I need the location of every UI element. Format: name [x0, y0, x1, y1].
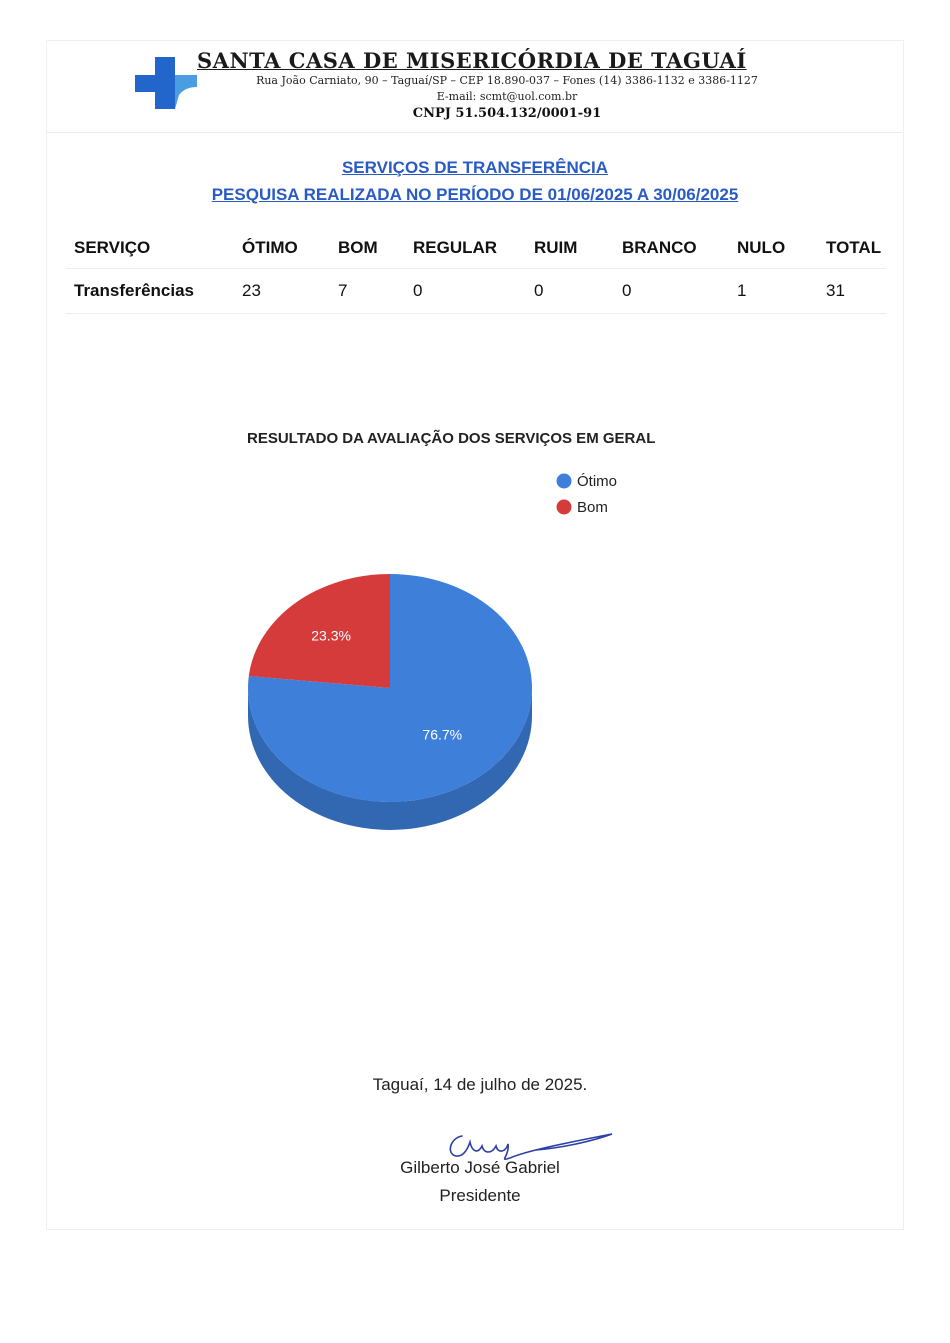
- pie-chart: [230, 460, 650, 860]
- table-cell: 7: [330, 269, 405, 314]
- column-header: NULO: [729, 228, 818, 269]
- table-header-row: [66, 228, 886, 269]
- results-table: [66, 228, 886, 314]
- column-header: ÓTIMO: [234, 228, 330, 269]
- column-header: SERVIÇO: [66, 228, 234, 269]
- table-cell: 0: [405, 269, 526, 314]
- place-and-date: Taguaí, 14 de julho de 2025.: [372, 1075, 588, 1094]
- legend-swatch-ótimo: [557, 474, 572, 489]
- column-header: TOTAL: [818, 228, 886, 269]
- legend-label-bom: Bom: [577, 499, 608, 516]
- column-header: BOM: [330, 228, 405, 269]
- column-header: REGULAR: [405, 228, 526, 269]
- organization-name: SANTA CASA DE MISERICÓRDIA DE TAGUAÍ: [197, 48, 747, 73]
- organization-email: E-mail: scmt@uol.com.br: [436, 90, 578, 103]
- document-title: SERVIÇOS DE TRANSFERÊNCIA: [341, 158, 609, 177]
- table-row: [66, 269, 886, 314]
- organization-cnpj: CNPJ 51.504.132/0001-91: [412, 106, 602, 121]
- signer-name: Gilberto José Gabriel: [400, 1158, 560, 1177]
- table-cell: 31: [818, 269, 886, 314]
- chart-title: RESULTADO DA AVALIAÇÃO DOS SERVIÇOS EM GERAL: [247, 430, 656, 447]
- column-header: BRANCO: [614, 228, 729, 269]
- pie-label-ótimo: 76.7%: [422, 726, 463, 743]
- header-divider: [46, 132, 902, 133]
- document-subtitle: PESQUISA REALIZADA NO PERÍODO DE 01/06/2025 A 30/06/2025: [211, 185, 739, 204]
- column-header: RUIM: [526, 228, 614, 269]
- logo-swoosh: [175, 75, 197, 109]
- organization-address: Rua João Carniato, 90 – Taguaí/SP – CEP 18.890-037 – Fones (14) 3386-1132 e 3386-1127: [256, 74, 758, 87]
- legend-label-ótimo: Ótimo: [577, 473, 618, 490]
- hospital-cross-logo-icon: [135, 57, 197, 109]
- legend-swatch-bom: [557, 500, 572, 515]
- pie-label-bom: 23.3%: [311, 627, 351, 644]
- table-cell: 0: [526, 269, 614, 314]
- signer-role: Presidente: [439, 1186, 521, 1205]
- logo-cross-horizontal: [135, 75, 175, 92]
- table-cell: 23: [234, 269, 330, 314]
- table-cell: Transferências: [66, 269, 234, 314]
- table-cell: 1: [729, 269, 818, 314]
- table-cell: 0: [614, 269, 729, 314]
